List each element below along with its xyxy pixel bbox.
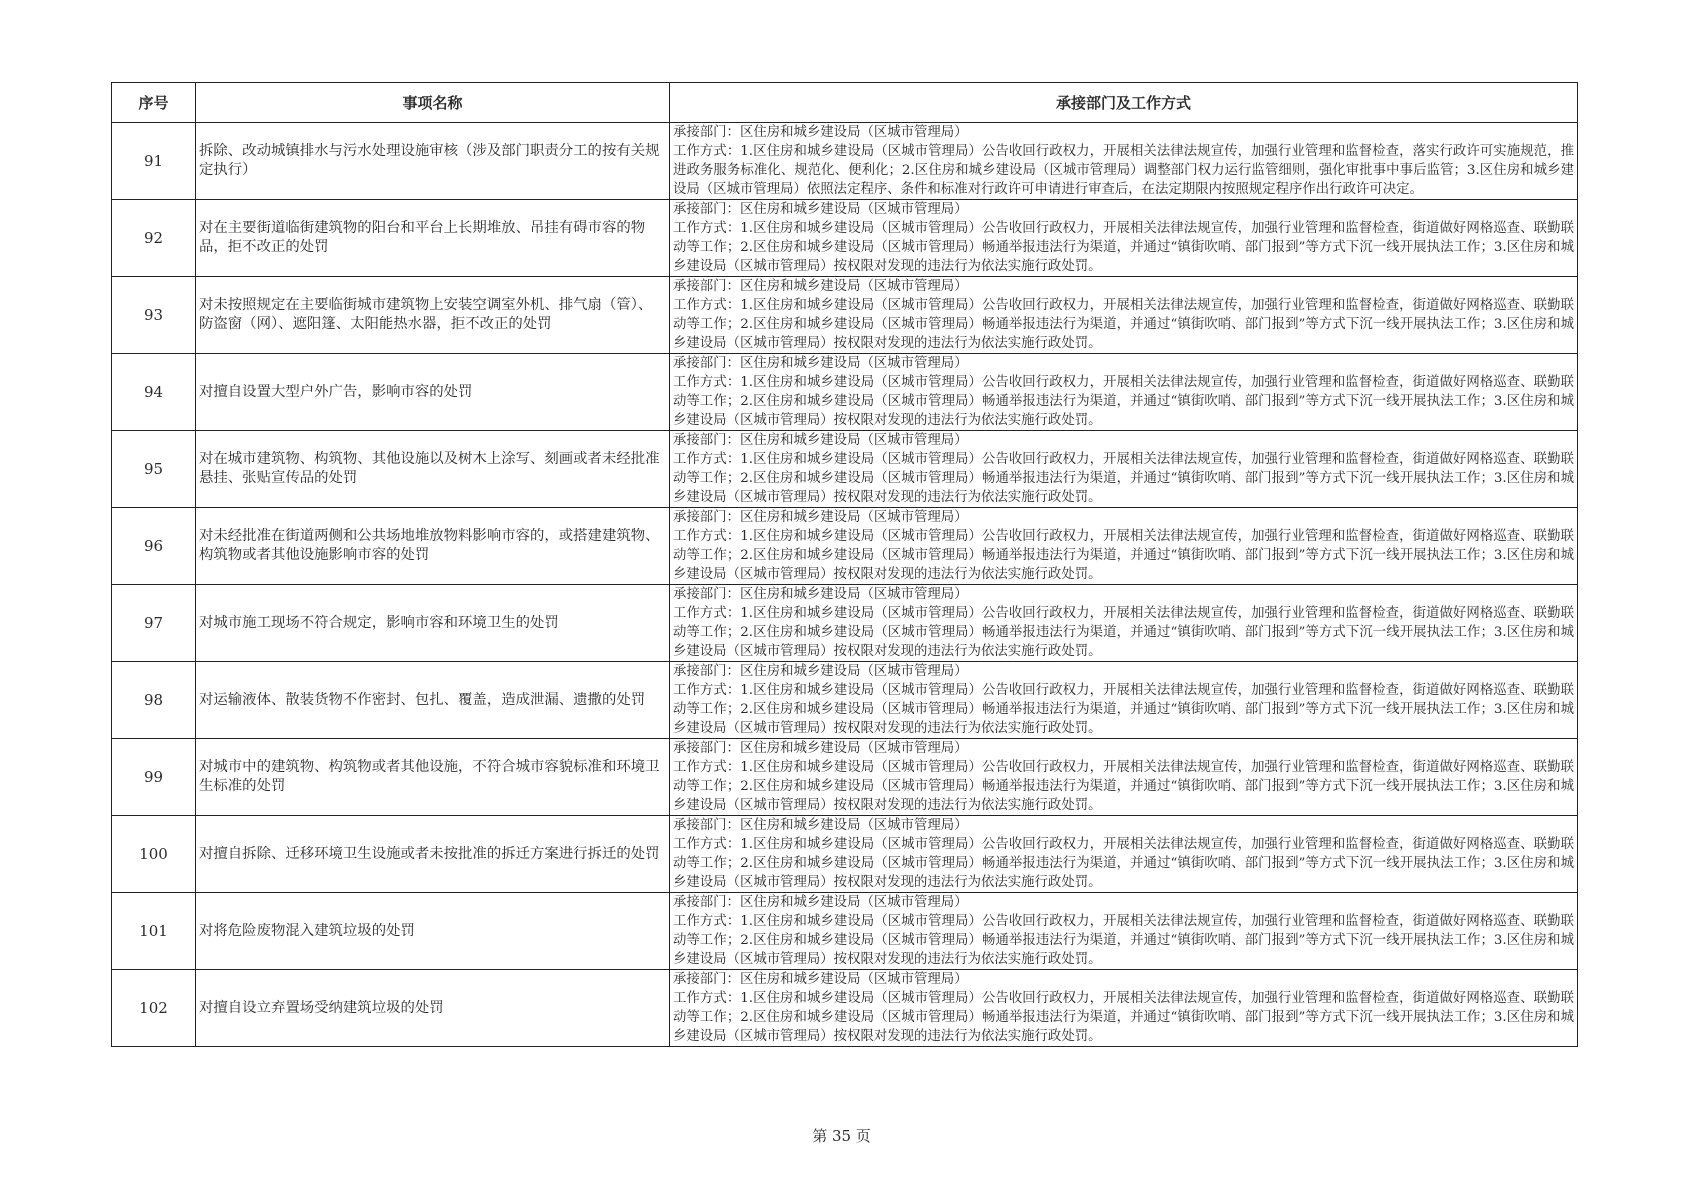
row-work-method: 工作方式：1.区住房和城乡建设局（区城市管理局）公告收回行政权力，开展相关法律法规宣传，加强行业管理和监督检查，街道做好网格巡查、联勤联动等工作；2.区住房和城乡建设局（区城市管理局）畅通举报违法行为渠道，并通过“镇街吹哨、部门报到”等方式下沉一线开展执法工作；3.区住房和城乡建设局（区城市管理局）按权限对发现的违法行为依法实施行政处罚。 (673, 298, 1574, 351)
row-serial-number: 100 (112, 816, 196, 893)
row-work-method: 工作方式：1.区住房和城乡建设局（区城市管理局）公告收回行政权力，开展相关法律法规宣传，加强行业管理和监督检查，街道做好网格巡查、联勤联动等工作；2.区住房和城乡建设局（区城市管理局）畅通举报违法行为渠道，并通过“镇街吹哨、部门报到”等方式下沉一线开展执法工作；3.区住房和城乡建设局（区城市管理局）按权限对发现的违法行为依法实施行政处罚。 (673, 760, 1574, 813)
row-work-method: 工作方式：1.区住房和城乡建设局（区城市管理局）公告收回行政权力，开展相关法律法规宣传，加强行业管理和监督检查，街道做好网格巡查、联勤联动等工作；2.区住房和城乡建设局（区城市管理局）畅通举报违法行为渠道，并通过“镇街吹哨、部门报到”等方式下沉一线开展执法工作；3.区住房和城乡建设局（区城市管理局）按权限对发现的违法行为依法实施行政处罚。 (673, 375, 1574, 428)
table-row (112, 200, 1578, 277)
row-work-method: 工作方式：1.区住房和城乡建设局（区城市管理局）公告收回行政权力，开展相关法律法规宣传，加强行业管理和监督检查，落实行政许可实施规范，推进政务服务标准化、规范化、便利化；2.区住房和城乡建设局（区城市管理局）调整部门权力运行监管细则，强化审批事中事后监管；3.区住房和城乡建设局（区城市管理局）依照法定程序、条件和标准对行政许可申请进行审查后，在法定期限内按照规定程序作出行政许可决定。 (673, 144, 1574, 197)
row-work-method: 工作方式：1.区住房和城乡建设局（区城市管理局）公告收回行政权力，开展相关法律法规宣传，加强行业管理和监督检查，街道做好网格巡查、联勤联动等工作；2.区住房和城乡建设局（区城市管理局）畅通举报违法行为渠道，并通过“镇街吹哨、部门报到”等方式下沉一线开展执法工作；3.区住房和城乡建设局（区城市管理局）按权限对发现的违法行为依法实施行政处罚。 (673, 837, 1574, 890)
row-serial-number: 95 (112, 431, 196, 508)
row-department-method (670, 508, 1578, 585)
row-department: 承接部门：区住房和城乡建设局（区城市管理局） (673, 202, 968, 217)
table-body (112, 123, 1578, 1047)
row-item-name: 对未按照规定在主要临街城市建筑物上安装空调室外机、排气扇（管）、防盗窗（网）、遮阳篷、太阳能热水器，拒不改正的处罚 (196, 277, 670, 354)
row-work-method: 工作方式：1.区住房和城乡建设局（区城市管理局）公告收回行政权力，开展相关法律法规宣传，加强行业管理和监督检查，街道做好网格巡查、联勤联动等工作；2.区住房和城乡建设局（区城市管理局）畅通举报违法行为渠道，并通过“镇街吹哨、部门报到”等方式下沉一线开展执法工作；3.区住房和城乡建设局（区城市管理局）按权限对发现的违法行为依法实施行政处罚。 (673, 606, 1574, 659)
row-serial-number: 102 (112, 970, 196, 1047)
row-department: 承接部门：区住房和城乡建设局（区城市管理局） (673, 279, 968, 294)
row-work-method: 工作方式：1.区住房和城乡建设局（区城市管理局）公告收回行政权力，开展相关法律法规宣传，加强行业管理和监督检查，街道做好网格巡查、联勤联动等工作；2.区住房和城乡建设局（区城市管理局）畅通举报违法行为渠道，并通过“镇街吹哨、部门报到”等方式下沉一线开展执法工作；3.区住房和城乡建设局（区城市管理局）按权限对发现的违法行为依法实施行政处罚。 (673, 914, 1574, 967)
row-item-name: 对擅自设置大型户外广告，影响市容的处罚 (196, 354, 670, 431)
row-serial-number: 93 (112, 277, 196, 354)
row-item-name: 对擅自设立弃置场受纳建筑垃圾的处罚 (196, 970, 670, 1047)
table-row (112, 431, 1578, 508)
row-serial-number: 94 (112, 354, 196, 431)
row-department-method (670, 431, 1578, 508)
table-row (112, 277, 1578, 354)
row-department: 承接部门：区住房和城乡建设局（区城市管理局） (673, 433, 968, 448)
row-item-name: 对城市施工现场不符合规定，影响市容和环境卫生的处罚 (196, 585, 670, 662)
table-row (112, 893, 1578, 970)
row-serial-number: 97 (112, 585, 196, 662)
row-item-name: 对运输液体、散装货物不作密封、包扎、覆盖，造成泄漏、遗撒的处罚 (196, 662, 670, 739)
row-item-name: 对城市中的建筑物、构筑物或者其他设施，不符合城市容貌标准和环境卫生标准的处罚 (196, 739, 670, 816)
row-work-method: 工作方式：1.区住房和城乡建设局（区城市管理局）公告收回行政权力，开展相关法律法规宣传，加强行业管理和监督检查，街道做好网格巡查、联勤联动等工作；2.区住房和城乡建设局（区城市管理局）畅通举报违法行为渠道，并通过“镇街吹哨、部门报到”等方式下沉一线开展执法工作；3.区住房和城乡建设局（区城市管理局）按权限对发现的违法行为依法实施行政处罚。 (673, 221, 1574, 274)
row-serial-number: 101 (112, 893, 196, 970)
row-serial-number: 99 (112, 739, 196, 816)
row-department: 承接部门：区住房和城乡建设局（区城市管理局） (673, 510, 968, 525)
row-item-name: 对擅自拆除、迁移环境卫生设施或者未按批准的拆迁方案进行拆迁的处罚 (196, 816, 670, 893)
page-number: 第 35 页 (812, 1127, 871, 1145)
row-serial-number: 98 (112, 662, 196, 739)
table-row (112, 123, 1578, 200)
row-serial-number: 96 (112, 508, 196, 585)
row-department: 承接部门：区住房和城乡建设局（区城市管理局） (673, 895, 968, 910)
row-serial-number: 92 (112, 200, 196, 277)
row-department-method (670, 662, 1578, 739)
row-department: 承接部门：区住房和城乡建设局（区城市管理局） (673, 664, 968, 679)
row-department-method (670, 200, 1578, 277)
row-item-name: 拆除、改动城镇排水与污水处理设施审核（涉及部门职责分工的按有关规定执行） (196, 123, 670, 200)
header-department-method: 承接部门及工作方式 (670, 83, 1578, 123)
header-item-name: 事项名称 (196, 83, 670, 123)
items-table (111, 82, 1578, 1047)
row-department: 承接部门：区住房和城乡建设局（区城市管理局） (673, 356, 968, 371)
row-item-name: 对在主要街道临街建筑物的阳台和平台上长期堆放、吊挂有碍市容的物品，拒不改正的处罚 (196, 200, 670, 277)
row-department: 承接部门：区住房和城乡建设局（区城市管理局） (673, 972, 968, 987)
row-department: 承接部门：区住房和城乡建设局（区城市管理局） (673, 587, 968, 602)
row-work-method: 工作方式：1.区住房和城乡建设局（区城市管理局）公告收回行政权力，开展相关法律法规宣传，加强行业管理和监督检查，街道做好网格巡查、联勤联动等工作；2.区住房和城乡建设局（区城市管理局）畅通举报违法行为渠道，并通过“镇街吹哨、部门报到”等方式下沉一线开展执法工作；3.区住房和城乡建设局（区城市管理局）按权限对发现的违法行为依法实施行政处罚。 (673, 683, 1574, 736)
table-header-row (112, 83, 1578, 123)
row-work-method: 工作方式：1.区住房和城乡建设局（区城市管理局）公告收回行政权力，开展相关法律法规宣传，加强行业管理和监督检查，街道做好网格巡查、联勤联动等工作；2.区住房和城乡建设局（区城市管理局）畅通举报违法行为渠道，并通过“镇街吹哨、部门报到”等方式下沉一线开展执法工作；3.区住房和城乡建设局（区城市管理局）按权限对发现的违法行为依法实施行政处罚。 (673, 991, 1574, 1044)
row-item-name: 对在城市建筑物、构筑物、其他设施以及树木上涂写、刻画或者未经批准悬挂、张贴宣传品的处罚 (196, 431, 670, 508)
row-department-method (670, 739, 1578, 816)
row-department-method (670, 123, 1578, 200)
row-department-method (670, 277, 1578, 354)
row-department: 承接部门：区住房和城乡建设局（区城市管理局） (673, 741, 968, 756)
header-serial-number: 序号 (112, 83, 196, 123)
table-row (112, 585, 1578, 662)
table-row (112, 816, 1578, 893)
table-row (112, 970, 1578, 1047)
row-department-method (670, 816, 1578, 893)
row-work-method: 工作方式：1.区住房和城乡建设局（区城市管理局）公告收回行政权力，开展相关法律法规宣传，加强行业管理和监督检查，街道做好网格巡查、联勤联动等工作；2.区住房和城乡建设局（区城市管理局）畅通举报违法行为渠道，并通过“镇街吹哨、部门报到”等方式下沉一线开展执法工作；3.区住房和城乡建设局（区城市管理局）按权限对发现的违法行为依法实施行政处罚。 (673, 529, 1574, 582)
row-work-method: 工作方式：1.区住房和城乡建设局（区城市管理局）公告收回行政权力，开展相关法律法规宣传，加强行业管理和监督检查，街道做好网格巡查、联勤联动等工作；2.区住房和城乡建设局（区城市管理局）畅通举报违法行为渠道，并通过“镇街吹哨、部门报到”等方式下沉一线开展执法工作；3.区住房和城乡建设局（区城市管理局）按权限对发现的违法行为依法实施行政处罚。 (673, 452, 1574, 505)
row-item-name: 对将危险废物混入建筑垃圾的处罚 (196, 893, 670, 970)
row-department: 承接部门：区住房和城乡建设局（区城市管理局） (673, 818, 968, 833)
row-department-method (670, 585, 1578, 662)
row-serial-number: 91 (112, 123, 196, 200)
row-department: 承接部门：区住房和城乡建设局（区城市管理局） (673, 125, 968, 140)
table-row (112, 739, 1578, 816)
row-department-method (670, 354, 1578, 431)
row-department-method (670, 893, 1578, 970)
row-item-name: 对未经批准在街道两侧和公共场地堆放物料影响市容的，或搭建建筑物、构筑物或者其他设施影响市容的处罚 (196, 508, 670, 585)
table-row (112, 662, 1578, 739)
table-row (112, 508, 1578, 585)
table-row (112, 354, 1578, 431)
row-department-method (670, 970, 1578, 1047)
